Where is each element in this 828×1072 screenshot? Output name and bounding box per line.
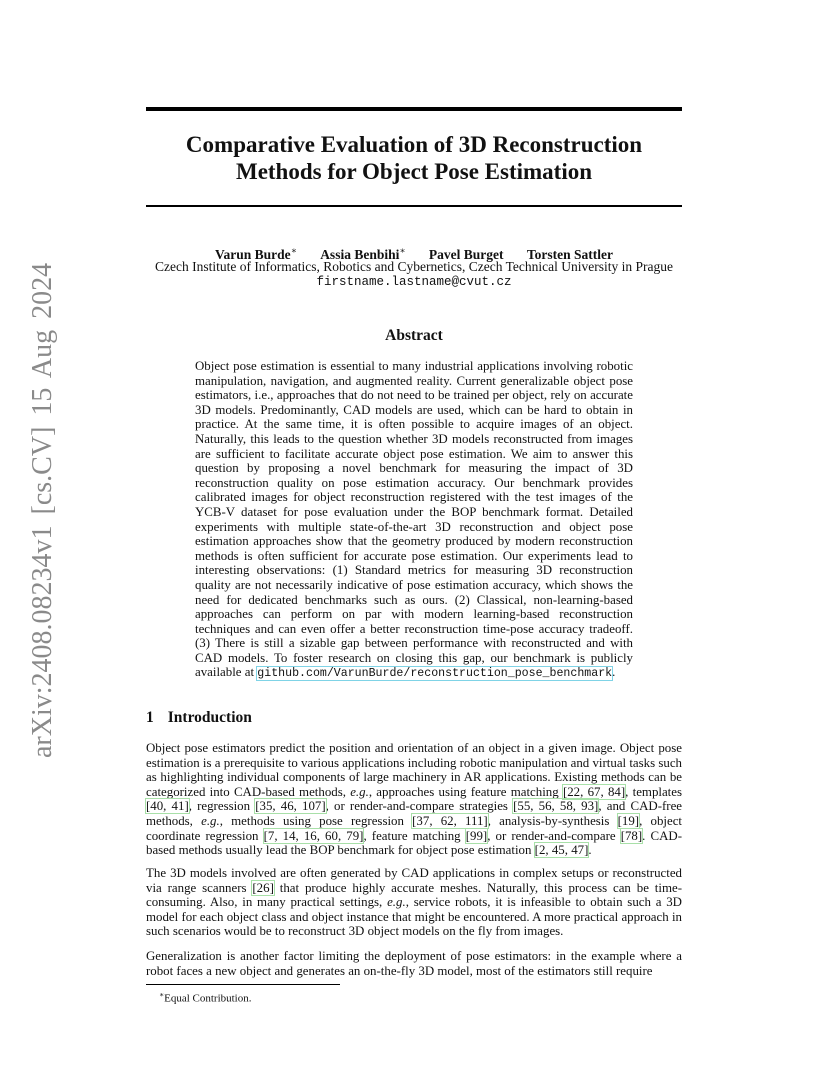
title-line-1: Comparative Evaluation of 3D Reconstruction — [185, 132, 643, 157]
section-number: 1 — [146, 709, 154, 726]
author-mark: ∗ — [290, 245, 297, 255]
text-run: e.g. — [350, 784, 369, 799]
author-name: Assia Benbihi — [320, 246, 400, 262]
footnote — [159, 988, 252, 1006]
text-run: . — [588, 843, 592, 858]
benchmark-link[interactable]: github.com/VarunBurde/reconstruction_pose_benchmark — [257, 667, 613, 681]
text-run: , and CAD-free methods, — [146, 799, 683, 828]
text-run: , approaches using feature matching — [368, 784, 563, 799]
text-run: , analysis-by-synthesis — [487, 813, 618, 828]
intro-paragraph-3: Generalization is another factor limiting the deployment of pose estimators: in the example where a robot faces a new object and generates an on-the-fly 3D model, most of the estimators still require — [146, 949, 682, 978]
title-line-2: Methods for Object Pose Estimation — [235, 159, 593, 184]
author-mark: ∗ — [399, 245, 406, 255]
text-run: . CAD-based methods usually lead the BOP benchmark for object pose estimation — [146, 828, 682, 858]
section-title: Introduction — [167, 709, 252, 726]
text-run: e.g. — [387, 895, 406, 910]
author-email[interactable]: firstname.lastname@cvut.cz — [316, 275, 512, 289]
affiliation: Czech Institute of Informatics, Robotics and Cybernetics, Czech Technical University in Prague — [154, 259, 674, 274]
citation-link[interactable]: [26] — [252, 880, 274, 895]
abstract-text: Object pose estimation is essential to many industrial applications involving robotic manipulation, navigation, and augmented reality. Current generalizable object pose estimators, i.e., approaches that do not need to be trained per object, rely on accurate 3D models. Predominantly, CAD models are used, which can be hard to obtain in practice. At the same time, it is often possible to acquire images of an object. Naturally, this leads to the question whether 3D models reconstructed from images are sufficient to facilitate accurate object pose estimation. We aim to answer this question by proposing a novel benchmark for measuring the impact of 3D reconstruction quality on pose estimation accuracy. Our benchmark provides calibrated images for object reconstruction registered with the test images of the YCB-V dataset for pose evaluation under the BOP benchmark format. Detailed experiments with multiple state-of-the-art 3D reconstruction and object pose estimation approaches show that the geometry produced by modern reconstruction methods is often sufficient for accurate pose estimation. Our experiments lead to interesting observations: (1) Standard metrics for measuring 3D reconstruction quality are not necessarily indicative of pose estimation accuracy, which shows the need for dedicated benchmarks such as ours. (2) Classical, non-learning-based approaches can perform on par with modern learning-based reconstruction techniques and can even offer a better reconstruction time-pose accuracy tradeoff. (3) There is still a sizable gap between performance with reconstructed and with CAD models. To foster research on closing this gap, our benchmark is publicly available at — [195, 359, 633, 680]
footnote-mark: ∗ — [159, 990, 165, 999]
abstract-end: . — [612, 665, 616, 680]
footnote-text: Equal Contribution. — [164, 992, 252, 1005]
citation-link[interactable]: [55, 56, 58, 93] — [513, 799, 599, 814]
abstract-heading: Abstract — [385, 327, 443, 344]
text-run: , methods using pose regression — [219, 813, 413, 828]
citation-link[interactable]: [2, 45, 47] — [534, 843, 589, 858]
text-run: Object pose estimators predict the position and orientation of an object in a given image. Object pose estimation is a prerequisite to various applications including robotic manipulation and virtual tasks such as highlighting individual components of large machinery in AR applications. Existing methods can be categorized into CAD-based methods, — [146, 741, 682, 799]
text-run: , service robots, it is infeasible to obtain such a 3D model for each object class and object instance that might be encountered. A more practical approach in such scenarios would be to reconstruct 3D object models on the fly from images. — [146, 895, 682, 939]
section-heading-introduction — [146, 708, 682, 728]
text-run: , object coordinate regression — [146, 813, 683, 843]
citation-link[interactable]: [78] — [620, 828, 643, 843]
text-run: , feature matching — [363, 828, 466, 843]
citation-link[interactable]: [22, 67, 84] — [562, 784, 626, 799]
text-run: e.g. — [201, 813, 220, 828]
citation-link[interactable]: [37, 62, 111] — [412, 813, 488, 828]
text-run: that produce highly accurate meshes. Naturally, this process can be time-consuming. Also, in many practical settings, — [146, 880, 682, 910]
text-run: , regression — [188, 799, 256, 814]
paper-title — [146, 131, 682, 185]
text-run: , templates — [625, 784, 683, 799]
text-run: , or render-and-compare strategies — [325, 799, 514, 814]
footnote-rule — [146, 984, 340, 985]
author-name: Varun Burde — [215, 246, 291, 262]
intro-paragraph-1 — [146, 741, 682, 858]
author-name: Pavel Burget — [428, 246, 504, 262]
abstract-body — [195, 359, 633, 682]
citation-link[interactable]: [35, 46, 107] — [255, 799, 326, 814]
text-run: The 3D models involved are often generated by CAD applications in complex setups or reconstructed via range scanners — [146, 866, 682, 895]
author-name: Torsten Sattler — [526, 246, 613, 262]
citation-link[interactable]: [7, 14, 16, 60, 79] — [263, 828, 364, 843]
intro-paragraph-2 — [146, 866, 682, 939]
arxiv-identifier: arXiv:2408.08234v1 [cs.CV] 15 Aug 2024 — [27, 262, 58, 758]
citation-link[interactable]: [99] — [465, 828, 488, 843]
text-run: , or render-and-compare — [487, 828, 621, 843]
citation-link[interactable]: [40, 41] — [146, 799, 189, 814]
citation-link[interactable]: [19] — [617, 813, 640, 828]
title-top-rule — [146, 107, 682, 111]
title-bottom-rule — [146, 205, 682, 207]
